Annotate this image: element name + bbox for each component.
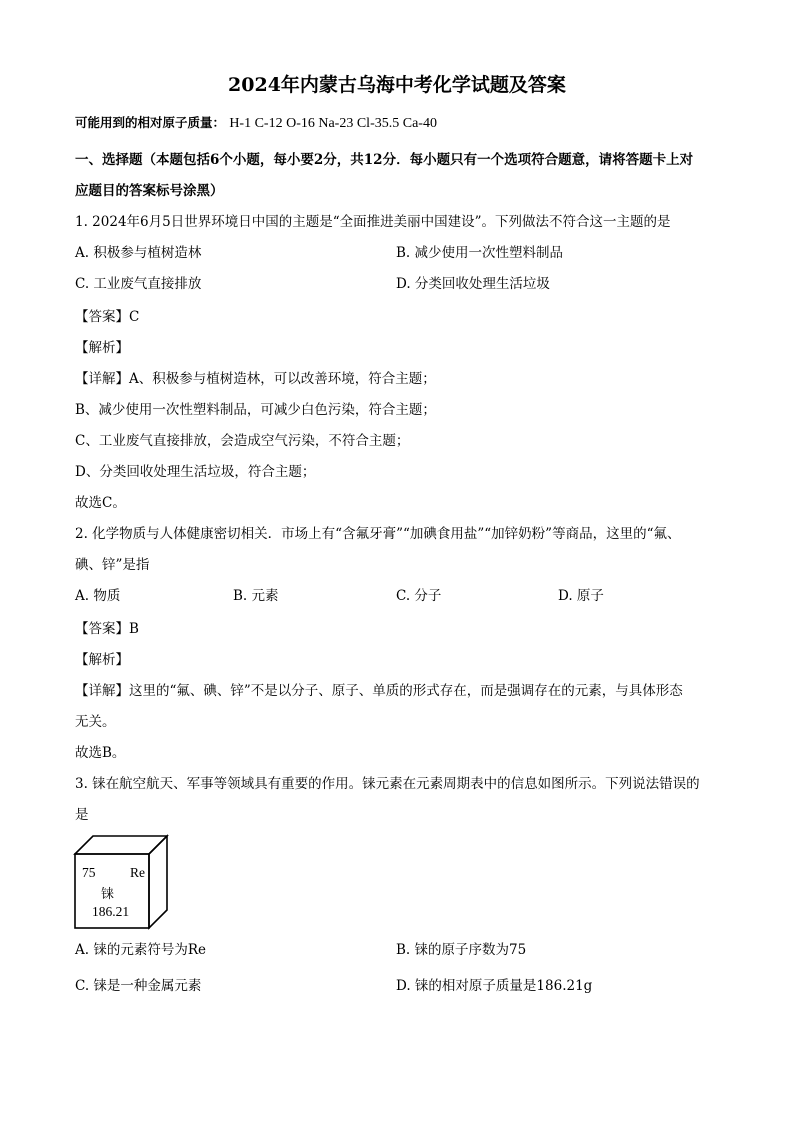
page-title: 2024年内蒙古乌海中考化学试题及答案 (228, 74, 566, 96)
q2-conclusion: 故选B。 (75, 745, 126, 761)
q2-answer: 【答案】B (75, 621, 139, 637)
q3-option-c: C. 铼是一种金属元素 (75, 978, 202, 994)
q1-conclusion: 故选C。 (75, 495, 126, 511)
q2-option-d: D. 原子 (558, 588, 604, 604)
q2-option-c: C. 分子 (396, 588, 442, 604)
q1-detail-2: B、减少使用一次性塑料制品，可减少白色污染，符合主题； (75, 402, 436, 418)
q2-analysis: 【解析】 (75, 652, 129, 668)
q3-option-b: B. 铼的原子序数为75 (396, 942, 527, 958)
q2-detail-line2: 无关。 (75, 714, 116, 730)
section1-heading-line1: 一、选择题（本题包括6个小题，每小要2分，共12分．每小题只有一个选项符合题意，请将答题卡上对 (75, 152, 694, 168)
element-symbol: Re (130, 865, 145, 880)
element-name: 铼 (101, 887, 115, 902)
q2-option-b: B. 元素 (233, 588, 279, 604)
q1-answer: 【答案】C (75, 309, 140, 325)
q1-option-b: B. 减少使用一次性塑料制品 (396, 245, 564, 261)
section1-heading-line2: 应题目的答案标号涂黑） (75, 183, 224, 199)
q1-option-d: D. 分类回收处理生活垃圾 (396, 276, 550, 292)
q1-analysis: 【解析】 (75, 340, 129, 356)
q2-option-a: A. 物质 (75, 588, 121, 604)
element-mass: 186.21 (92, 904, 130, 919)
q1-option-a: A. 积极参与植树造林 (75, 245, 202, 261)
element-card (73, 832, 173, 932)
element-atomic-number: 75 (82, 865, 96, 880)
q1-detail-1: 【详解】A、积极参与植树造林，可以改善环境，符合主题； (75, 371, 436, 387)
q1-detail-4: D、分类回收处理生活垃圾，符合主题； (75, 464, 316, 480)
q3-option-a: A. 铼的元素符号为Re (75, 942, 206, 958)
atomic-mass-values: H-1 C-12 O-16 Na-23 Cl-35.5 Ca-40 (229, 116, 437, 131)
q3-stem-line1: 3. 铼在航空航天、军事等领域具有重要的作用。铼元素在元素周期表中的信息如图所示。下列说法错误的 (75, 776, 700, 792)
q1-option-c: C. 工业废气直接排放 (75, 276, 202, 292)
q3-stem-line2: 是 (75, 807, 89, 823)
q2-stem-line1: 2. 化学物质与人体健康密切相关．市场上有“含氟牙膏”“加碘食用盐”“加锌奶粉”等商品，这里的“氟、 (75, 526, 681, 542)
atomic-mass-label: 可能用到的相对原子质量： (75, 115, 226, 130)
q1-stem: 1. 2024年6月5日世界环境日中国的主题是“全面推进美丽中国建设”。下列做法不符合这一主题的是 (75, 214, 671, 230)
q3-option-d: D. 铼的相对原子质量是186.21g (396, 978, 593, 994)
q1-detail-3: C、工业废气直接排放，会造成空气污染，不符合主题； (75, 433, 410, 449)
q2-detail-line1: 【详解】这里的“氟、碘、锌”不是以分子、原子、单质的形式存在，而是强调存在的元素，与具体形态 (75, 683, 683, 699)
q2-stem-line2: 碘、锌”是指 (75, 557, 150, 573)
atomic-mass-line (75, 114, 437, 133)
